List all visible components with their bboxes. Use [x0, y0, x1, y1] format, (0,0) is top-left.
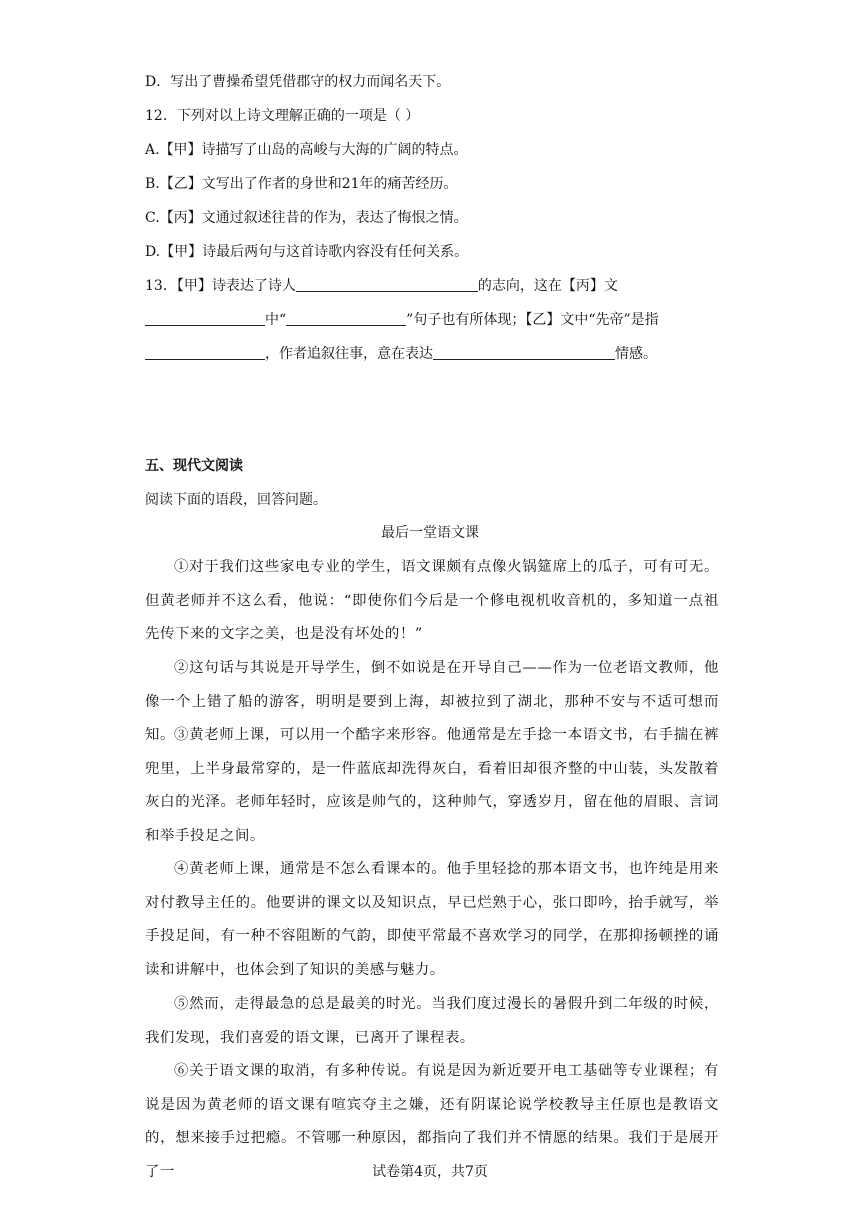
article-title: 最后一堂语文课	[381, 525, 479, 541]
answer-blank-1[interactable]	[296, 276, 478, 292]
q13-line-2	[145, 310, 659, 330]
q13-text-6: 情感。	[615, 346, 657, 362]
q12-stem: 12．下列对以上诗文理解正确的一项是（ ）	[145, 108, 420, 124]
article-paragraph-4: ④黄老师上课，通常是不怎么看课本的。他手里轻捻的那本语文书，也许纯是用来对付教导主任的。他要讲的课文以及知识点，早已烂熟于心，张口即吟，抬手就写，举手投足间，有一种不容阻断的气韵，即使平常最不喜欢学习的同学，在那抑扬顿挫的诵读和讲解中，也体会到了知识的美感与魅力。	[145, 861, 719, 978]
q13-text-1: 13．【甲】诗表达了诗人	[145, 278, 296, 294]
answer-blank-3[interactable]	[286, 310, 406, 326]
answer-blank-4[interactable]	[145, 344, 265, 360]
q13-line-1	[145, 276, 618, 296]
answer-blank-5[interactable]	[433, 344, 615, 360]
q12-option-a: A.【甲】诗描写了山岛的高峻与大海的广阔的特点。	[145, 142, 468, 158]
q12-option-b: B.【乙】文写出了作者的身世和21年的痛苦经历。	[145, 176, 458, 192]
article-paragraph-2: ②这句话与其说是开导学生，倒不如说是在开导自己——作为一位老语文教师，他像一个上错了船的游客，明明是要到上海，却被拉到了湖北，那种不安与不适可想而知。	[145, 660, 719, 743]
answer-blank-2[interactable]	[145, 310, 265, 326]
article-paragraph-1: ①对于我们这些家电专业的学生，语文课颇有点像火锅筵席上的瓜子，可有可无。但黄老师并不这么看，他说：“即使你们今后是一个修电视机收音机的，多知道一点祖先传下来的文字之美，也是没有坏处的！”	[145, 559, 719, 642]
article-paragraph-3: ③黄老师上课，可以用一个酷字来形容。他通常是左手捻一本语文书，右手揣在裤兜里，上半身最常穿的，是一件蓝底却洗得灰白，看着旧却很齐整的中山装，头发散着灰白的光泽。老师年轻时，应该是帅气的，这种帅气，穿透岁月，留在他的眉眼、言词和举手投足之间。	[145, 727, 719, 844]
article-paragraph-5: ⑤然而，走得最急的总是最美的时光。当我们度过漫长的暑假升到二年级的时候，我们发现，我们喜爱的语文课，已离开了课程表。	[145, 996, 719, 1046]
q13-line-3	[145, 344, 657, 364]
q13-text-3: 中“	[265, 312, 287, 328]
page-footer: 试卷第4页，共7页	[372, 1164, 488, 1180]
q11-option-d: D．写出了曹操希望凭借郡守的权力而闻名天下。	[145, 74, 451, 90]
q13-text-5: ，作者追叙往事，意在表达	[265, 346, 433, 362]
section-heading: 五、现代文阅读	[145, 458, 243, 474]
section-instruction: 阅读下面的语段，回答问题。	[145, 492, 327, 508]
q12-option-d: D.【甲】诗最后两句与这首诗歌内容没有任何关系。	[145, 244, 469, 260]
q13-text-4: ”句子也有所体现；【乙】文中“先帝”是指	[406, 312, 659, 328]
q13-text-2: 的志向，这在【丙】文	[477, 278, 618, 294]
article-paragraph-6: ⑥关于语文课的取消，有多种传说。有说是因为新近要开电工基础等专业课程；有说是因为黄老师的语文课有喧宾夺主之嫌，还有阴谋论说学校教导主任原也是教语文的，想来接手过把瘾。不管哪一种原因，都指向了我们并不情愿的结果。我们于是展开了一	[145, 1063, 719, 1180]
q12-option-c: C.【丙】文通过叙述往昔的作为，表达了悔恨之情。	[145, 210, 468, 226]
